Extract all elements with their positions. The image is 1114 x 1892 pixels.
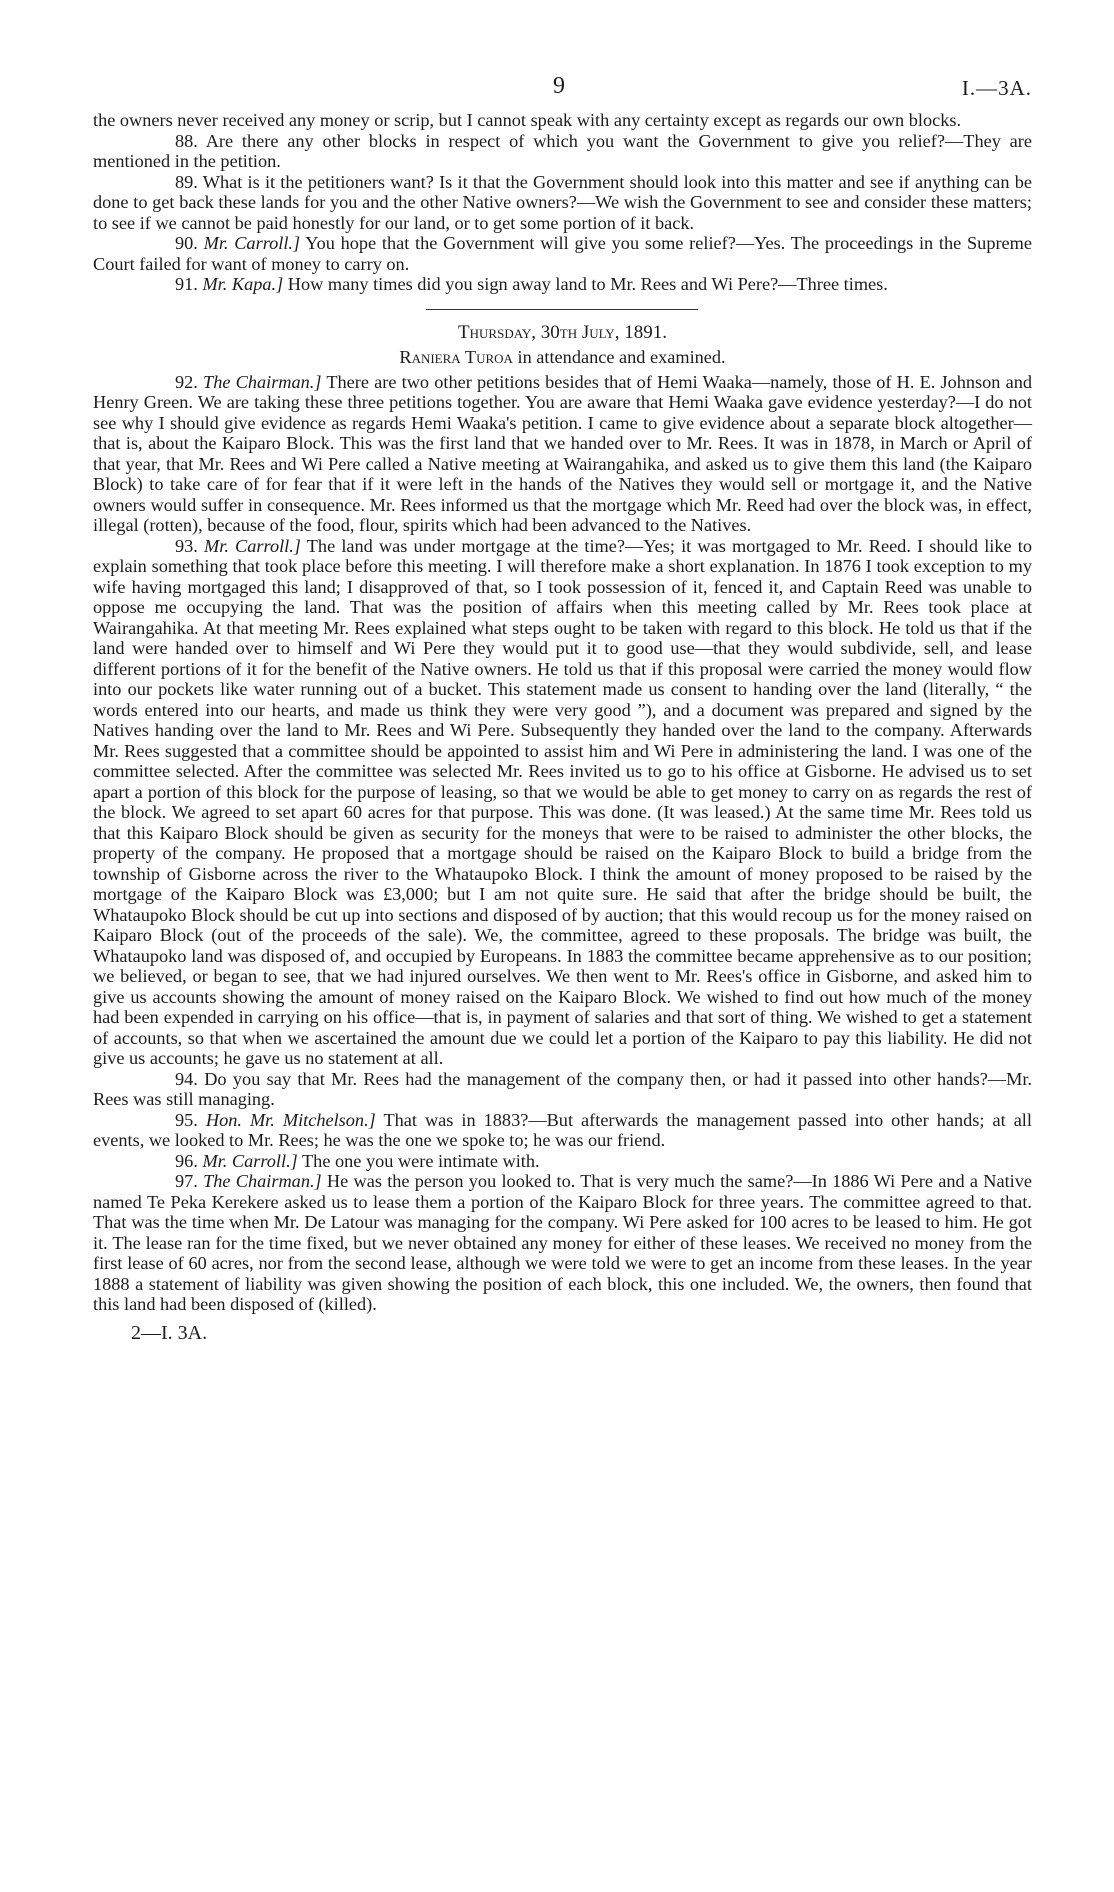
speaker-name: Mr. Carroll.] (204, 535, 301, 556)
question-paragraph-90 (93, 233, 1032, 274)
question-paragraph-97 (93, 1171, 1032, 1315)
continued-paragraph (93, 110, 1032, 131)
question-number: 92. (175, 371, 198, 392)
speaker-name: Mr. Kapa.] (202, 274, 284, 294)
intro-section (93, 110, 1032, 295)
paragraph-text: That was in 1883?—But afterwards the management passed into other hands; at all events, we looked to Mr. Rees; he was the one we spoke to; he was our friend. (93, 1109, 1032, 1150)
speaker-name: Mr. Carroll.] (202, 1150, 298, 1171)
paragraph-text: Are there any other blocks in respect of which you want the Government to give you relief?—They are mentioned in the petition. (93, 130, 1032, 171)
question-number: 89. (175, 171, 198, 192)
question-number: 95. (175, 1109, 198, 1130)
question-number: 90. (175, 233, 198, 253)
witness-heading (93, 347, 1032, 368)
page-header (93, 66, 1032, 110)
paragraph-text: What is it the petitioners want? Is it that the Government should look into this matter and see if anything can be done to get back these lands for you and the other Native owners?—We wish the Government to see and consider these matters; to see if we cannot be paid honestly for our land, or to get some portion of it back. (93, 171, 1032, 233)
question-paragraph-91 (93, 274, 1032, 295)
question-paragraph-89 (93, 172, 1032, 234)
paragraph-text: You hope that the Government will give you some relief?—Yes. The proceedings in the Supreme Court failed for want of money to carry on. (93, 233, 1032, 274)
question-number: 94. (175, 1068, 198, 1089)
paragraph-text: He was the person you looked to. That is very much the same?—In 1886 Wi Pere and a Native named Te Peka Kerekere asked us to lease them a portion of the Kaiparo Block for three years. The committee agreed to that. That was the time when Mr. De Latour was managing for the company. Wi Pere asked for 100 acres to be leased to him. He got it. The lease ran for the time fixed, but we never obtained any money for either of these leases. We received no money from the first lease of 60 acres, nor from the second lease, although we were told we were to get an income from these leases. In the year 1888 a statement of liability was given showing the position of each block, this one included. We, the owners, then found that this land had been disposed of (killed). (93, 1171, 1032, 1314)
witness-name: Raniera Turoa (399, 347, 513, 367)
question-number: 91. (175, 274, 198, 294)
question-number: 88. (175, 130, 198, 151)
section-divider (93, 295, 1032, 323)
paragraph-text: How many times did you sign away land to Mr. Rees and Wi Pere?—Three times. (287, 274, 888, 294)
evidence-section (93, 372, 1032, 1315)
speaker-name: Mr. Carroll.] (203, 233, 301, 253)
divider-rule (426, 309, 698, 310)
speaker-name: Hon. Mr. Mitchelson.] (205, 1109, 376, 1130)
question-paragraph-96 (93, 1151, 1032, 1172)
question-number: 93. (175, 535, 198, 556)
question-number: 97. (175, 1171, 198, 1191)
question-paragraph-95 (93, 1110, 1032, 1151)
question-number: 96. (175, 1150, 198, 1171)
signature-mark: 2—I. 3A. (131, 1321, 208, 1344)
date-heading: Thursday, 30th July, 1891. (458, 321, 667, 343)
paragraph-text: The land was under mortgage at the time?—Yes; it was mortgaged to Mr. Reed. I should like to explain something that took place before this meeting. I will therefore make a short explanation. In 1876 I took exception to my wife having mortgaged this land; I disapproved of that, so I took possession of it, fenced it, and Captain Reed was unable to oppose me occupying the land. That was the position of affairs when this meeting called by Mr. Rees took place at Wairangahika. At that meeting Mr. Rees explained what steps ought to be taken with regard to this block. He told us that if the land were handed over to himself and Wi Pere they would put it to good use—that they would subdivide, sell, and lease different portions of it for the benefit of the Native owners. He told us that if this proposal were carried the money would flow into our pockets like water running out of a bucket. This statement made us consent to handing over the land (literally, “ the words entered into our hearts, and made us think they were very good ”), and a document was prepared and signed by the Natives handing over the land to Mr. Rees and Wi Pere. Subsequently they handed over the land to the company. Afterwards Mr. Rees suggested that a committee should be appointed to assist him and Wi Pere in administering the land. I was one of the committee selected. After the committee was selected Mr. Rees invited us to go to his office at Gisborne. He advised us to set apart a portion of this block for the purpose of leasing, so that we would be able to get money to carry on as regards the rest of the block. We agreed to set apart 60 acres for that purpose. This was done. (It was leased.) At the same time Mr. Rees told us that this Kaiparo Block should be given as security for the moneys that were to be raised to administer the other blocks, the property of the company. He proposed that a mortgage should be raised on the Kaiparo Block to build a bridge from the township of Gisborne across the river to the Whataupoko Block. I think the amount of money proposed to be raised by the mortgage of the Kaiparo Block was £3,000; but I am not quite sure. He said that after the bridge should be built, the Whataupoko Block should be cut up into sections and disposed of by auction; that this would recoup us for the money raised on Kaiparo Block (out of the proceeds of the sale). We, the committee, agreed to these proposals. The bridge was built, the Whataupoko land was disposed of, and occupied by Europeans. In 1883 the committee became apprehensive as to our position; we believed, or began to see, that we had injured ourselves. We then went to Mr. Rees's office in Gisborne, and asked him to give us accounts showing the amount of money raised on the Kaiparo Block. We wished to find out how much of the money had been expended in carrying on his office—that is, in payment of salaries and that sort of thing. We wished to get a statement of accounts, so that when we ascertained the amount due we could let a portion of the Kaiparo to pay this liability. He did not give us accounts; he gave us no statement at all. (93, 535, 1032, 1068)
paragraph-text: Do you say that Mr. Rees had the management of the company then, or had it passed into other hands?—Mr. Rees was still managing. (93, 1068, 1032, 1109)
question-paragraph-92 (93, 372, 1032, 536)
page-number: 9 (553, 73, 565, 99)
question-paragraph-94 (93, 1069, 1032, 1110)
paragraph-text: The one you were intimate with. (302, 1150, 540, 1171)
speaker-name: The Chairman.] (203, 371, 322, 392)
document-code: I.—3A. (961, 76, 1032, 100)
question-paragraph-88 (93, 131, 1032, 172)
paragraph-text: the owners never received any money or scrip, but I cannot speak with any certainty except as regards our own blocks. (93, 110, 962, 130)
speaker-name: The Chairman.] (203, 1171, 322, 1191)
paragraph-text: There are two other petitions besides that of Hemi Waaka—namely, those of H. E. Johnson and Henry Green. We are taking these three petitions together. You are aware that Hemi Waaka gave evidence yesterday?—I do not see why I should give evidence as regards Hemi Waaka's petition. I came to give evidence about a separate block altogether—that is, about the Kaiparo Block. This was the first land that we handed over to Mr. Rees. It was in 1878, in March or April of that year, that Mr. Rees and Wi Pere called a Native meeting at Wairangahika, and asked us to give them this land (the Kaiparo Block) to take care of for fear that if it were left in the hands of the Natives they would sell or mortgage it, and the Native owners would suffer in consequence. Mr. Rees informed us that the mortgage which Mr. Reed had over the block was, in effect, illegal (rotten), because of the food, flour, spirits which had been advanced to the Natives. (93, 371, 1032, 535)
witness-status: in attendance and examined. (517, 347, 726, 367)
question-paragraph-93 (93, 536, 1032, 1069)
